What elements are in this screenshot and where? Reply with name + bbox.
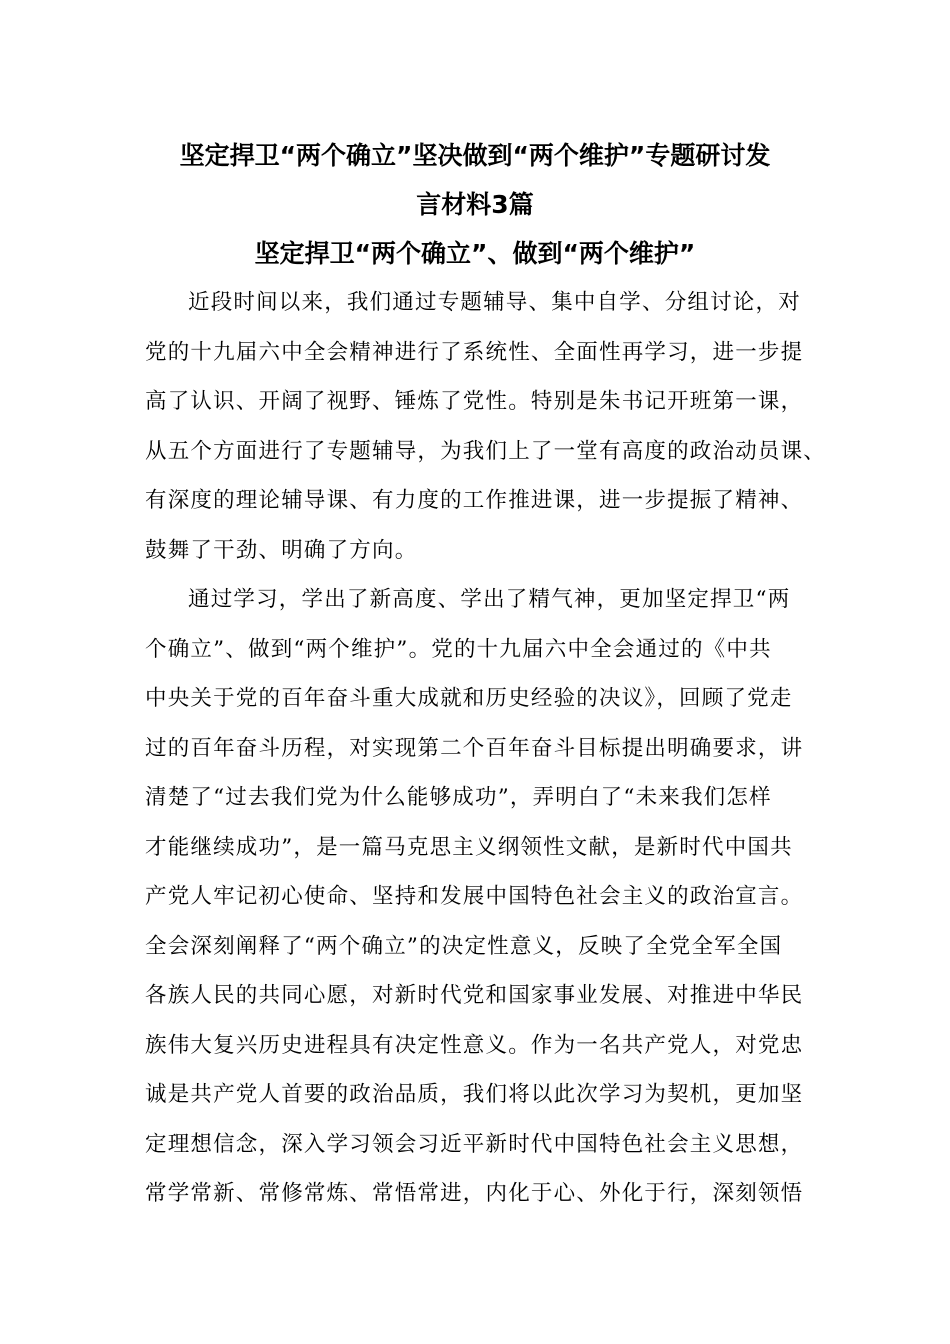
paragraph-2-line: 全会深刻阐释了“两个确立”的决定性意义，反映了全党全军全国 (145, 933, 783, 959)
paragraph-2-line: 诚是共产党人首要的政治品质，我们将以此次学习为契机，更加坚 (145, 1082, 804, 1107)
document-title-line-2: 言材料3篇 (416, 190, 534, 219)
document-title-line-1: 坚定捍卫“两个确立”坚决做到“两个维护”专题研讨发 (179, 141, 771, 170)
paragraph-2-line: 中央关于党的百年奋斗重大成就和历史经验的决议》，回顾了党走 (145, 686, 793, 711)
paragraph-2-line: 常学常新、常修常炼、常悟常进，内化于心、外化于行，深刻领悟 (145, 1181, 804, 1206)
paragraph-2-line: 个确立”、做到“两个维护”。党的十九届六中全会通过的《中共 (145, 636, 772, 662)
paragraph-2-line: 产党人牢记初心使命、坚持和发展中国特色社会主义的政治宣言。 (145, 884, 804, 909)
paragraph-1-line: 从五个方面进行了专题辅导，为我们上了一堂有高度的政治动员课、 (145, 438, 827, 464)
paragraph-2-line: 族伟大复兴历史进程具有决定性意义。作为一名共产党人，对党忠 (145, 1032, 804, 1058)
paragraph-2-line: 清楚了“过去我们党为什么能够成功”，弄明白了“未来我们怎样 (145, 785, 772, 810)
paragraph-1-line: 党的十九届六中全会精神进行了系统性、全面性再学习，进一步提 (145, 339, 804, 365)
paragraph-2-line: 通过学习，学出了新高度、学出了精气神，更加坚定捍卫“两 (188, 587, 791, 612)
paragraph-2-line: 过的百年奋斗历程，对实现第二个百年奋斗目标提出明确要求，讲 (145, 735, 804, 761)
paragraph-1-line: 高了认识、开阔了视野、锤炼了党性。特别是朱书记开班第一课， (145, 389, 804, 414)
paragraph-1-line: 近段时间以来，我们通过专题辅导、集中自学、分组讨论，对 (188, 290, 801, 315)
document-subtitle: 坚定捍卫“两个确立”、做到“两个维护” (254, 239, 696, 268)
paragraph-2-line: 定理想信念，深入学习领会习近平新时代中国特色社会主义思想， (145, 1131, 804, 1157)
paragraph-1-line: 鼓舞了干劲、明确了方向。 (145, 537, 418, 563)
document-body (145, 278, 825, 1219)
paragraph-2-line: 各族人民的共同心愿，对新时代党和国家事业发展、对推进中华民 (145, 983, 804, 1008)
paragraph-2-line: 才能继续成功”，是一篇马克思主义纲领性文献，是新时代中国共 (145, 834, 793, 860)
paragraph-1-line: 有深度的理论辅导课、有力度的工作推进课，进一步提振了精神、 (145, 488, 804, 513)
